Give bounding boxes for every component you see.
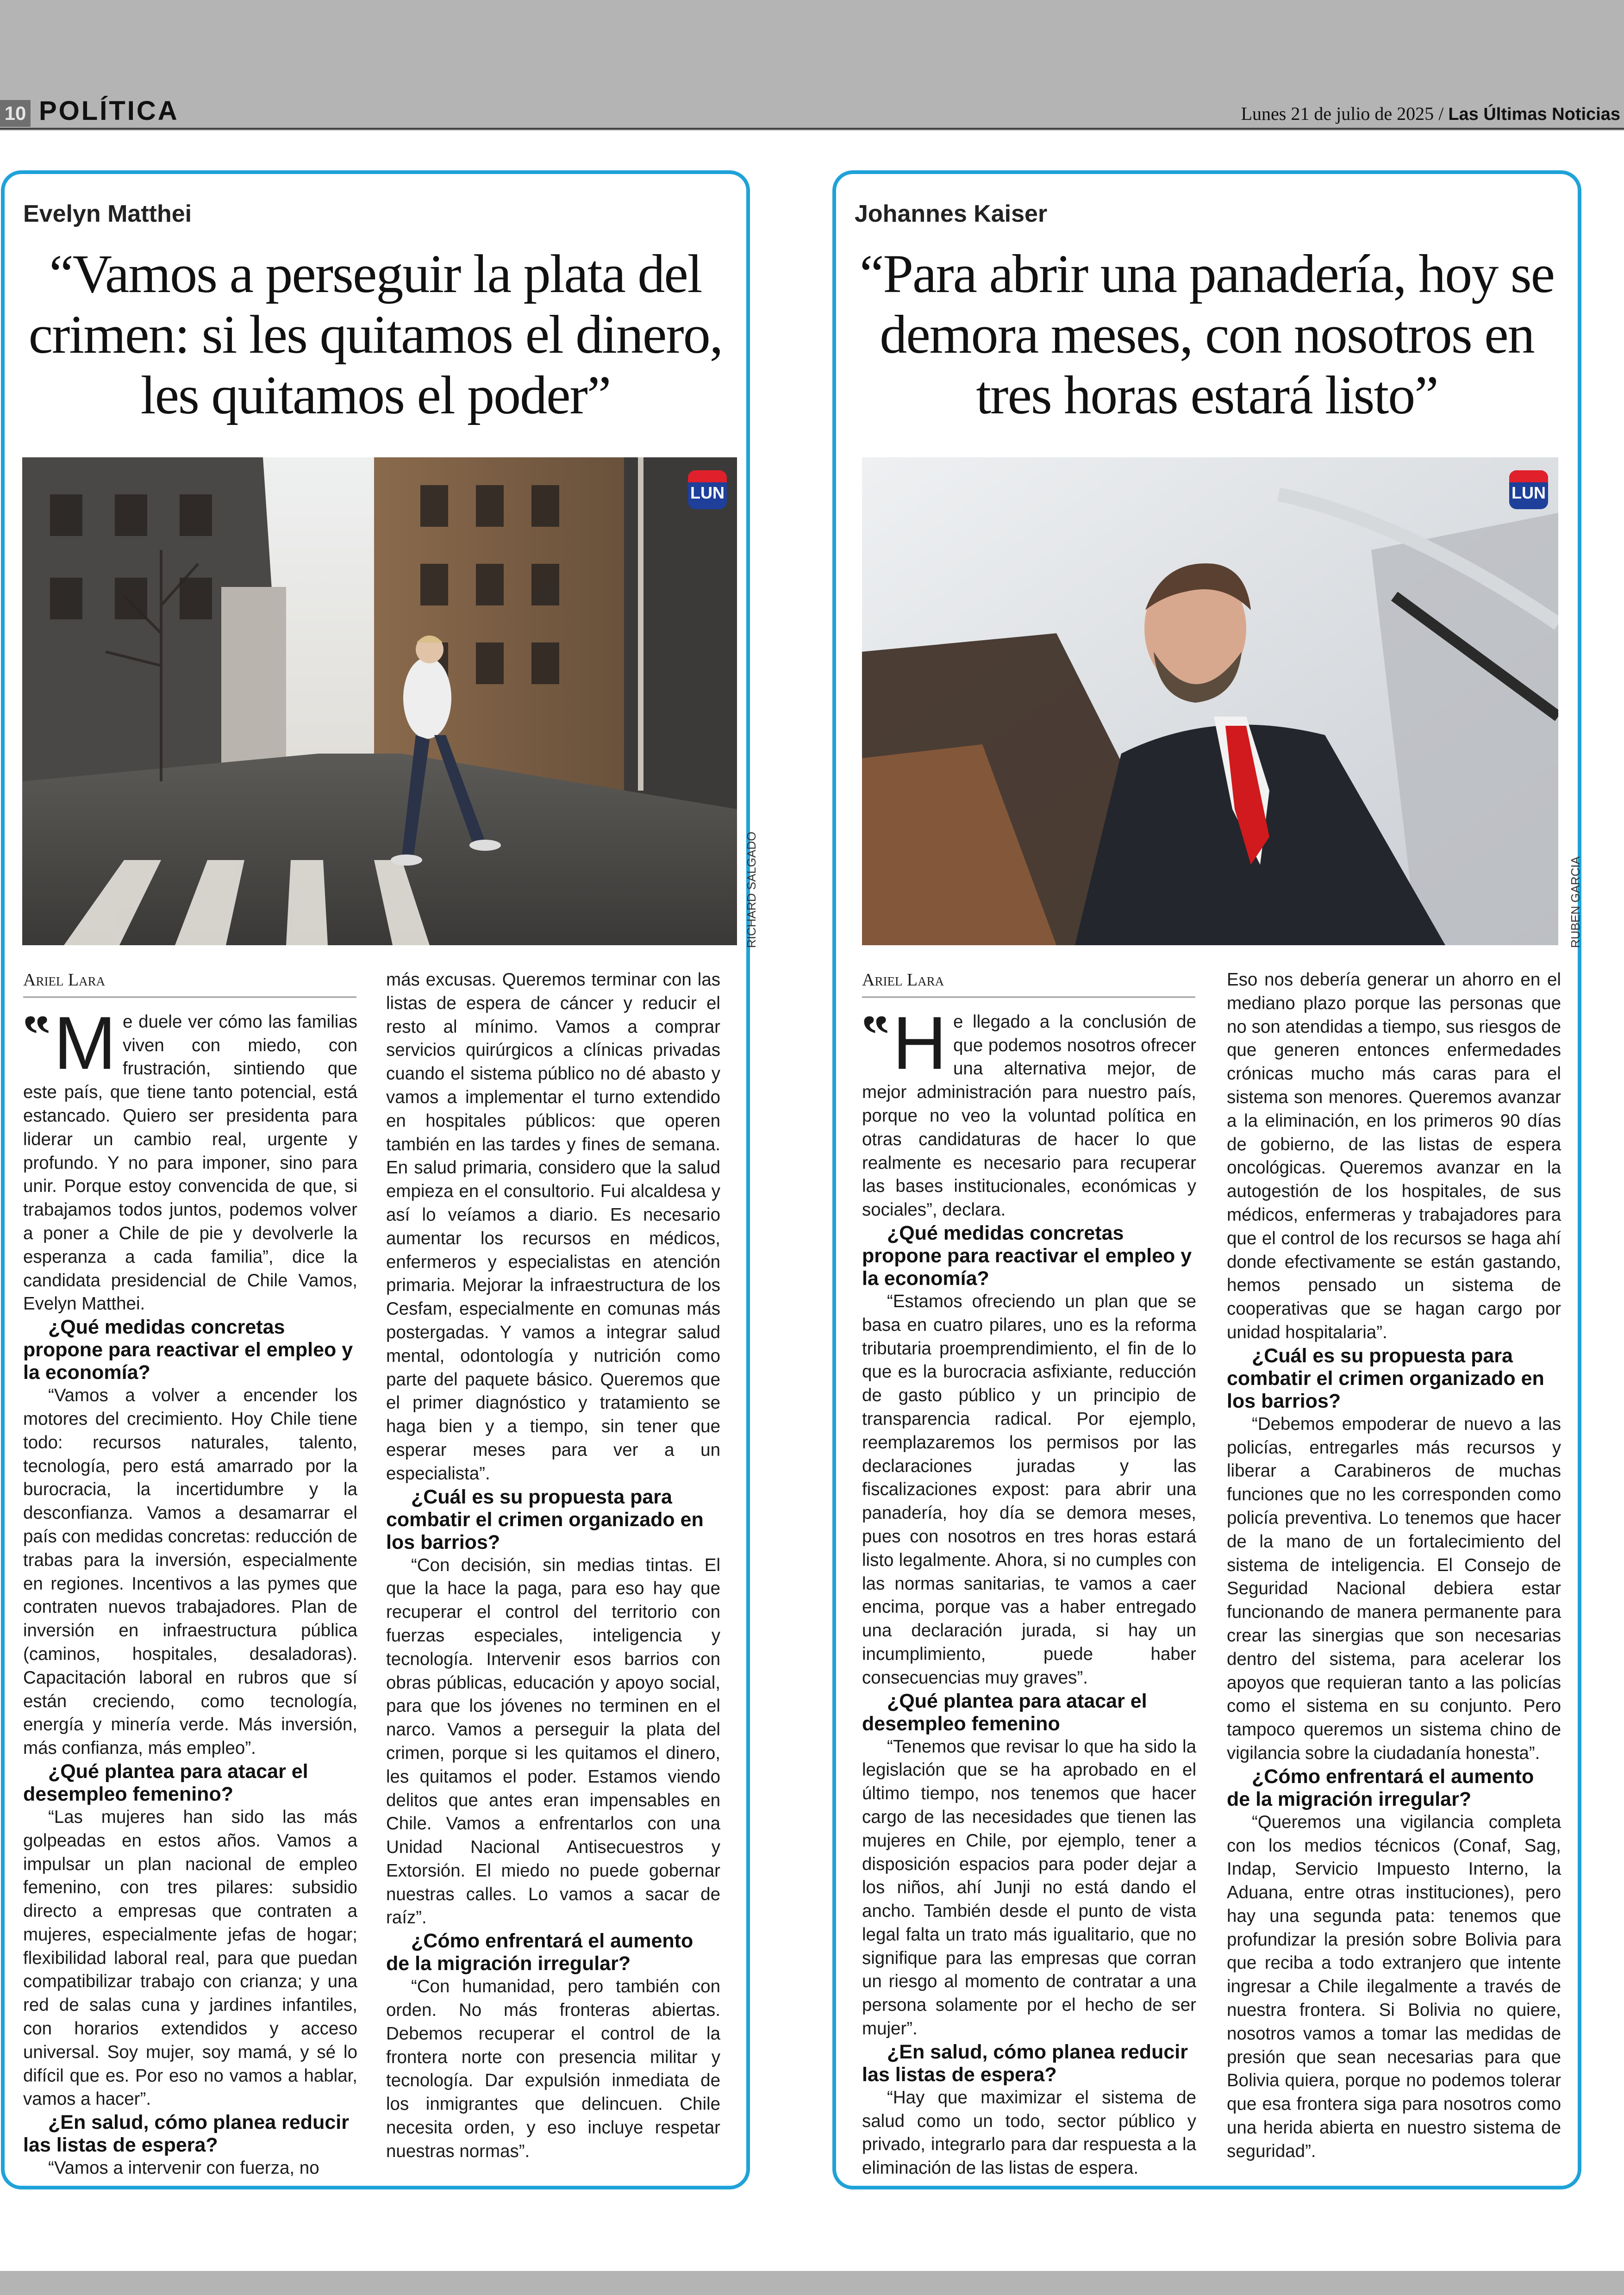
answer: “Debemos empoderar de nuevo a las policías, entregarles más recursos y liberar a Carabineros de muchas funciones que no les corresponden como policía preventiva. Lo tenemos que hacer de la mano de un fortalecimiento del sistema de inteligencia. El Consejo de Seguridad Nacional debiera estar funcionando de manera permanente para crear las sinergias que son necesarias dentro del sistema, para acelerar los apoyos que requieran tanto a las policías como el sistema en su conjunto. Pero tampoco queremos un sistema chino de vigilancia sobre la ciudadanía honesta”. (1227, 1414, 1561, 1763)
photo-credit: RUBEN GARCIA (1568, 856, 1582, 948)
date-separator: / (1438, 103, 1444, 124)
answer: “Vamos a intervenir con fuerza, no (48, 2158, 319, 2178)
portrait-photo (862, 457, 1558, 945)
answer: “Estamos ofreciendo un plan que se basa en cuatro pilares, uno es la reforma tributaria proemprendimiento, el fin de lo que es la burocracia asfixiante, reducción de gasto público y un principio de transparencia radical. Por ejemplo, reemplazaremos los permisos por las declaraciones juradas y las fiscalizaciones expost: para abrir una panadería, hoy día se demora meses, pues con nosotros en tres horas estará listo legalmente. Ahora, si no cumples con las normas sanitarias, te vamos a caer encima, porque vas a haber entregado una declaración jurada, si hay un incumplimiento, puede haber consecuencias muy graves”. (862, 1291, 1196, 1688)
byline: Ariel Lara (23, 968, 356, 998)
dateline (1241, 103, 1620, 125)
question: ¿Qué plantea para atacar el desempleo femenino? (23, 1760, 308, 1805)
answer: “Queremos una vigilancia completa con los medios técnicos (Conaf, Sag, Indap, Servicio Impuesto Interno, la Aduana, entre otras instituciones), pero hay una segunda pata: tenemos que profundizar la presión sobre Bolivia para que reciba a todo extranjero que intente ingresar a Chile ilegalmente a través de nuestra frontera. Si Bolivia no quiere, nosotros vamos a tomar las medidas de presión que sean necesarias para que Bolivia quiera, porque no podemos tolerar que esa frontera siga para nosotros como una herida abierta en nuestro sistema de seguridad”. (1227, 1812, 1561, 2161)
person-name: Johannes Kaiser (855, 200, 1048, 227)
photo-street (22, 457, 737, 945)
question: ¿Cómo enfrentará el aumento de la migración irregular? (386, 1930, 693, 1975)
person-name: Evelyn Matthei (23, 200, 192, 227)
page-number: 10 (0, 100, 31, 127)
answer: “Hay que maximizar el sistema de salud como un todo, sector público y privado, integrarlo para dar respuesta a la eliminación de las listas de espera. (862, 2087, 1196, 2178)
street-photo (22, 457, 737, 945)
lead-paragraph: e duele ver cómo las familias viven con miedo, con frustración, sintiendo que este país, que tiene tanto potencial, está estancado. Quiero ser presidenta para liderar un cambio real, urgente y profundo. Y no para imponer, sino para unir. Porque estoy convencida de que, si trabajamos todos juntos, podemos volver a poner a Chile de pie y devolverle la esperanza a cada familia”, dice la candidata presidencial de Chile Vamos, Evelyn Matthei. (23, 1011, 357, 1314)
photo-portrait (862, 457, 1558, 945)
header-rule (0, 128, 1624, 130)
answer: “Con humanidad, pero también con orden. No más fronteras abiertas. Debemos recuperar el control de la frontera norte con presencia militar y tecnología. Dar expulsión inmediata de los inmigrantes que delincuen. Chile necesita orden, y eso incluye respetar nuestras normas”. (386, 1977, 720, 2161)
publication-name: Las Últimas Noticias (1448, 105, 1620, 124)
question: ¿Cómo enfrentará el aumento de la migración irregular? (1227, 1765, 1534, 1810)
question: ¿Qué medidas concretas propone para reactivar el empleo y la economía? (23, 1316, 353, 1384)
lun-logo: LUN (1509, 470, 1548, 509)
drop-cap: M (54, 1001, 116, 1085)
lead-paragraph: e llegado a la conclusión de que podemos nosotros ofrecer una alternativa mejor, de mejor administración para nuestro país, porque no veo la voluntad política en otras candidaturas de hacer lo que realmente es necesario para recuperar las bases institucionales, económicas y sociales”, declara. (862, 1011, 1196, 1220)
answer-continued: más excusas. Queremos terminar con las listas de espera de cáncer y reducir el resto al mínimo. Vamos a comprar servicios quirúrgicos a clínicas privadas cuando el sistema público no dé abasto y vamos a implementar el turno extendido en hospitales públicos: que operen también en las tardes y fines de semana. En salud primaria, considero que la salud empieza en el consultorio. Fui alcaldesa y así lo veíamos a diario. Es necesario aumentar los recursos en médicos, enfermeros y especialistas en atención primaria. Mejorar la infraestructura de los Cesfam, especialmente en comunas más postergadas. Y vamos a integrar salud mental, odontología y nutrición como parte del paquete básico. Queremos que el primer diagnóstico y tratamiento se haga bien y a tiempo, sin tener que esperar meses para ver a un especialista”. (386, 970, 720, 1484)
drop-quote: ‟ (23, 1003, 51, 1065)
answer-continued: Eso nos debería generar un ahorro en el mediano plazo porque las personas que no son atendidas a tiempo, sus riesgos de que generen entonces enfermedades crónicas mucho más caras para el sistema son menores. Queremos avanzar a la eliminación, en los primeros 90 días de gobierno, de las listas de espera oncológicas. Queremos avanzar en la autogestión de los hospitales, de sus médicos, enfermeras y trabajadores para que el control de los recursos se haga ahí donde efectivamente se están gastando, hemos pensado un sistema de cooperativas que se hagan cargo por unidad hospitalaria”. (1227, 970, 1561, 1342)
lun-logo: LUN (688, 470, 727, 509)
drop-cap: H (893, 1001, 947, 1085)
question: ¿En salud, cómo planea reducir las listas de espera? (23, 2111, 349, 2157)
answer: “Vamos a volver a encender los motores del crecimiento. Hoy Chile tiene todo: recursos naturales, talento, tecnología, pero está amarrado por la burocracia, la incertidumbre y la desconfianza. Vamos a desamarrar el país con medidas concretas: reducción de trabas para la inversión, especialmente en regiones. Incentivos a las pymes que contraten nuevos trabajadores. Plan de inversión en infraestructura pública (caminos, hospitales, desaladoras). Capacitación laboral en rubros que sí están creciendo, como tecnología, energía y minería verde. Más inversión, más confianza, más empleo”. (23, 1385, 357, 1759)
headline: “Para abrir una panadería, hoy se demora meses, con nosotros en tres horas estará listo” (859, 243, 1555, 425)
answer: “Con decisión, sin medias tintas. El que la hace la paga, para eso hay que recuperar el control del territorio con fuerzas especiales, inteligencia y tecnología. Intervenir esos barrios con obras públicas, educación y apoyo social, para que los jóvenes no terminen en el narco. Vamos a perseguir la plata del crimen, porque si les quitamos el dinero, les quitamos el poder. Estamos viendo delitos que antes eran impensables en Chile. Vamos a enfrentarlos con una Unidad Nacional Antisecuestros y Extorsión. El miedo no puede gobernar nuestras calles. Lo vamos a sacar de raíz”. (386, 1555, 720, 1928)
drop-quote: ‟ (862, 1003, 890, 1065)
article-column-2 (1227, 968, 1561, 2164)
photo-credit: RICHARD SALGADO (744, 831, 758, 948)
date: Lunes 21 de julio de 2025 (1241, 103, 1434, 124)
question: ¿Qué plantea para atacar el desempleo femenino (862, 1690, 1147, 1735)
question: ¿Cuál es su propuesta para combatir el crimen organizado en los barrios? (1227, 1344, 1544, 1412)
question: ¿En salud, cómo planea reducir las listas de espera? (862, 2040, 1188, 2086)
article-column-1 (862, 968, 1196, 2180)
question: ¿Cuál es su propuesta para combatir el crimen organizado en los barrios? (386, 1485, 704, 1553)
byline: Ariel Lara (862, 968, 1195, 998)
article-card-matthei (1, 170, 758, 2189)
headline: “Vamos a perseguir la plata del crimen: si les quitamos el dinero, les quitamos el poder” (28, 243, 723, 425)
answer: “Las mujeres han sido las más golpeadas en estos años. Vamos a impulsar un plan nacional de empleo femenino, con tres pilares: subsidio directo a empresas que contraten a mujeres, especialmente jefas de hogar; flexibilidad laboral real, para que puedan compatibilizar trabajo con crianza; y una red de salas cuna y jardines infantiles, con horarios extendidos y acceso universal. Soy mujer, soy mamá, y sé lo difícil que es. Por eso no vamos a hablar, vamos a hacer”. (23, 1807, 357, 2109)
article-column-2 (386, 968, 720, 2164)
question: ¿Qué medidas concretas propone para reactivar el empleo y la economía? (862, 1222, 1192, 1290)
bottom-band (0, 2271, 1624, 2295)
article-column-1 (23, 968, 357, 2180)
answer: “Tenemos que revisar lo que ha sido la legislación que se ha aprobado en el último tiempo, nos tenemos que hacer cargo de las necesidades que tienen las mujeres en Chile, por ejemplo, tener a disposición espacios para poder dejar a los niños, ahí Junji no está dando el ancho. También desde el punto de vista legal falta un trato más igualitario, que no signifique para las empresas que corran un riesgo al momento de contratar a una persona solamente por el hecho de ser mujer”. (862, 1736, 1196, 2039)
section-title: POLÍTICA (39, 96, 179, 126)
article-card-kaiser (832, 170, 1581, 2189)
